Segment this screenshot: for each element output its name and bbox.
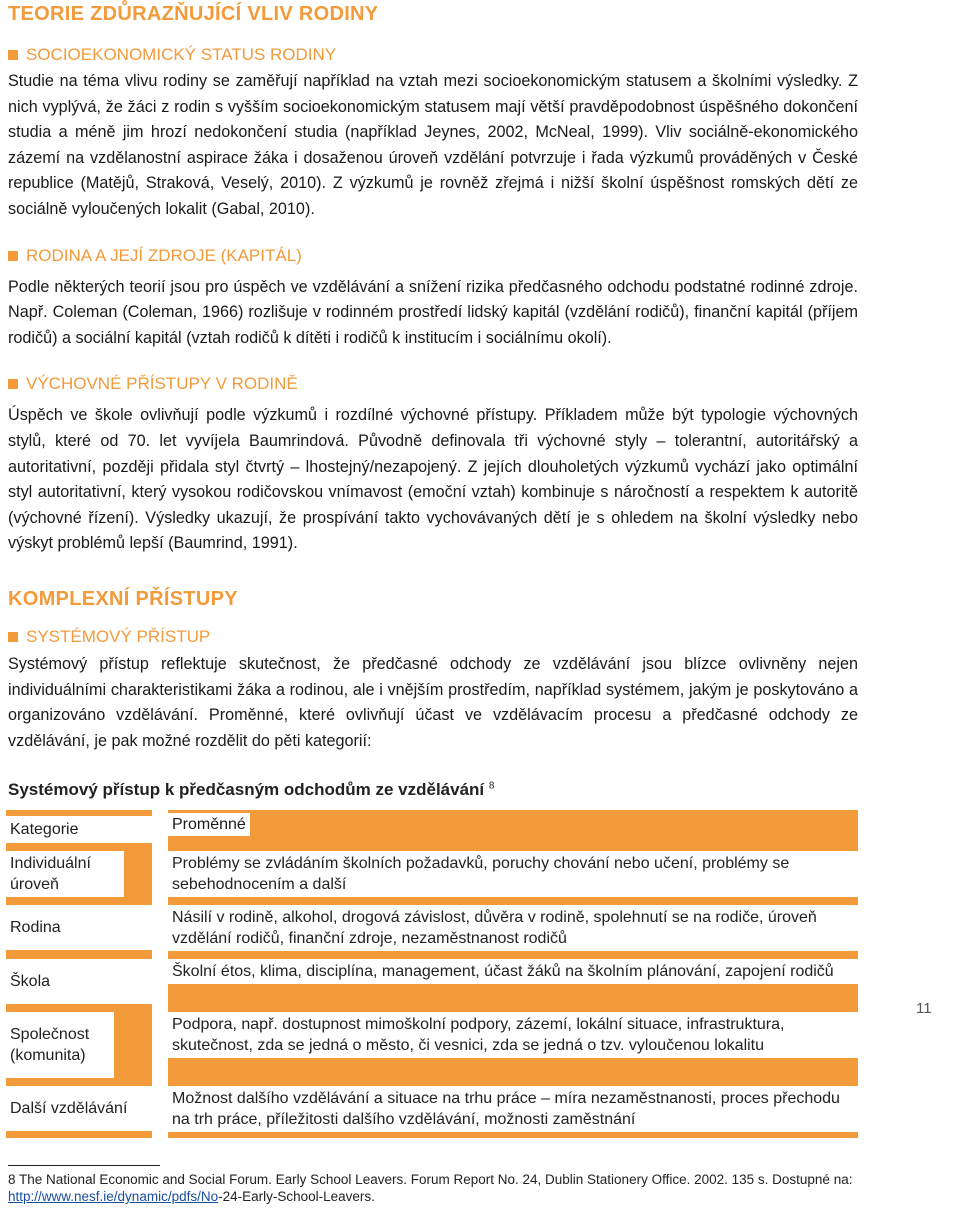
table-cell-variables: Podpora, např. dostupnost mimoškolní podpory, zázemí, lokální situace, infrastruktura, skutečnost, zda se jedná o město, či vesnici, zda se jedná o tzv. vyloučenou lokalitu <box>168 1012 858 1058</box>
table-header-category: Kategorie <box>6 816 152 843</box>
table-title-text: Systémový přístup k předčasným odchodům ze vzdělávání <box>8 780 485 800</box>
paragraph-ses: Studie na téma vlivu rodiny se zaměřují například na vztah mezi socioekonomickým statusem a školními výsledky. Z nich vyplývá, že žáci z rodin s vyšším socioekonomickým statusem mají větší pravděpodobnost úspěšného dokončení studia a méně jim hrozí nedokončení studia (například Jeynes, 2002, McNeal, 1999). Vliv sociálně-ekonomického zázemí na vzdělanostní aspirace žáka i dosaženou úroveň vzdělání potvrzuje i řada výzkumů prováděných v České republice (Matějů, Straková, Veselý, 2010). Z výzkumů je rovněž zřejmá i nižší školní úspěšnost romských dětí ze sociálně vyloučených lokalit (Gabal, 2010). <box>8 72 858 218</box>
table-header-row <box>6 810 858 847</box>
subsection-title: SYSTÉMOVÝ PŘÍSTUP <box>26 626 211 646</box>
paragraph-parenting: Úspěch ve škole ovlivňují podle výzkumů i rozdílné výchovné přístupy. Příkladem může být typologie výchovných stylů, které od 70. let vyvíjela Baumrindová. Původně definovala tři výchovné styly – tolerantní, autoritářský a autoritativní, později přidala styl čtvrtý – lhostejný/nezapojený. Z jejích dlouholetých výzkumů vychází jako optimální styl autoritativní, který vysokou rodičovskou vnímavost (emoční vztah) kombinuje s náročností a respektem k autoritě (výchovné řízení). Výsledky ukazují, že prospívání takto vychovávaných dětí je s ohledem na školní výsledky nebo výskyt problémů lepší (Baumrind, 1991). <box>8 406 858 553</box>
section-title-family: TEORIE ZDŮRAZŇUJÍCÍ VLIV RODINY <box>8 3 379 25</box>
table-row <box>6 955 858 1008</box>
footnote-number: 8 <box>8 1172 16 1187</box>
square-bullet-icon <box>8 50 18 60</box>
subsection-heading-capital <box>8 245 858 267</box>
subsection-title: VÝCHOVNÉ PŘÍSTUPY V RODINĚ <box>26 374 298 394</box>
paragraph-capital: Podle některých teorií jsou pro úspěch ve vzdělávání a snížení rizika předčasného odchodu podstatné rodinné zdroje. Např. Coleman (Coleman, 1966) rozlišuje v rodinném prostředí lidský kapitál (vzdělání rodičů), finanční kapitál (příjem rodičů) a sociální kapitál (vztah rodičů k dítěti i rodičů k institucím i sociálnímu okolí). <box>8 277 858 347</box>
table-cell-variables: Školní étos, klima, disciplína, management, účast žáků na školním plánování, zapojení rodičů <box>168 959 858 984</box>
footnote-link[interactable]: http://www.nesf.ie/dynamic/pdfs/No <box>8 1189 219 1204</box>
table-cell-variables: Problémy se zvládáním školních požadavků, poruchy chování nebo učení, problémy se sebehodnocením a další <box>168 851 858 897</box>
paragraph-systemic: Systémový přístup reflektuje skutečnost, že předčasné odchody ze vzdělávání jsou blízce ovlivněny nejen individuálními charakteristikami žáka a rodinou, ale i vnějším prostředím, například systémem, jakým je poskytováno a organizováno vzdělávání. Proměnné, které ovlivňují účast ve vzdělávacím procesu a předčasné odchody ze vzdělávání, je pak možné rozdělit do pěti kategorií: <box>8 654 858 750</box>
table-row <box>6 847 858 901</box>
table-cell-variables: Možnost dalšího vzdělávání a situace na trhu práce – míra nezaměstnanosti, proces přechodu na trh práce, příležitosti dalšího vzdělávání, možnosti zaměstnání <box>168 1086 858 1132</box>
table-cell-variables: Násilí v rodině, alkohol, drogová závislost, důvěra v rodině, spolehnutí se na rodiče, úroveň vzdělání rodičů, finanční zdroje, nezaměstnanost rodičů <box>168 905 858 951</box>
page-number: 11 <box>916 1000 932 1017</box>
table-cell-category: Individuální úroveň <box>6 851 124 897</box>
table-row <box>6 901 858 955</box>
page-content <box>8 0 858 1138</box>
table-row <box>6 1008 858 1082</box>
section-title-complex: KOMPLEXNÍ PŘÍSTUPY <box>8 587 238 610</box>
footnote-text: The National Economic and Social Forum. Early School Leavers. Forum Report No. 24, Dublin Stationery Office. 2002. 135 s. Dostupné na: <box>19 1172 853 1187</box>
subsection-heading-ses <box>8 44 858 66</box>
subsection-title: SOCIOEKONOMICKÝ STATUS RODINY <box>26 45 337 64</box>
table-header-variables: Proměnné <box>168 813 250 836</box>
footnote-divider <box>8 1165 160 1166</box>
square-bullet-icon <box>8 251 18 261</box>
footnote-ref: 8 <box>488 780 495 792</box>
subsection-heading-parenting <box>8 373 858 395</box>
table-row <box>6 1082 858 1138</box>
subsection-heading-systemic <box>8 626 858 648</box>
table-cell-category: Další vzdělávání <box>6 1086 152 1131</box>
subsection-title: RODINA A JEJÍ ZDROJE (KAPITÁL) <box>26 245 302 265</box>
table-cell-category: Společnost (komunita) <box>6 1012 114 1078</box>
table-cell-category: Rodina <box>6 905 152 950</box>
footnote <box>8 1171 858 1205</box>
table-title <box>8 780 858 800</box>
square-bullet-icon <box>8 379 18 389</box>
square-bullet-icon <box>8 632 18 642</box>
table-cell-category: Škola <box>6 959 152 1004</box>
footnote-link-tail: -24-Early-School-Leavers. <box>218 1189 375 1204</box>
variables-table <box>6 810 858 1138</box>
